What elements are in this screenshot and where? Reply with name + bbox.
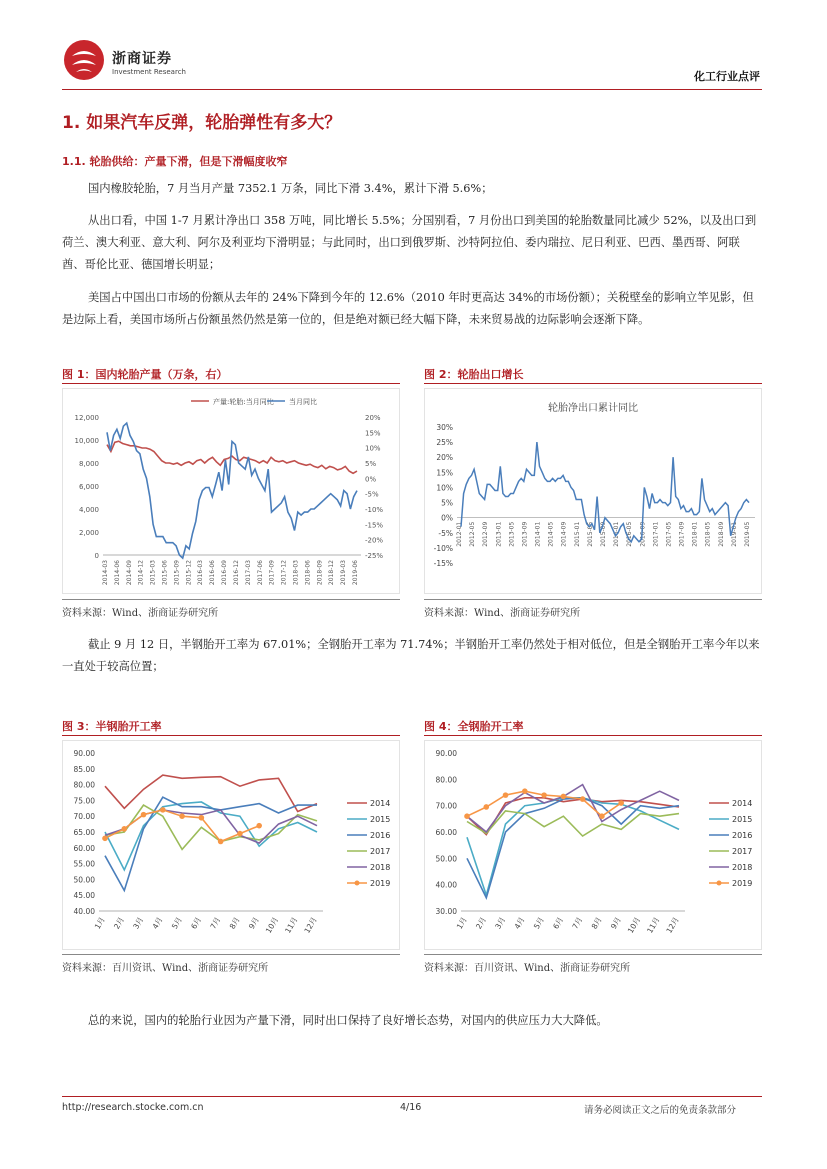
x-tick-label: 2016-01 (613, 521, 621, 547)
fig4-chart (424, 740, 762, 950)
x-tick-label: 7月 (208, 915, 223, 931)
y-tick-label: 90.00 (73, 749, 95, 758)
x-tick-label: 2018-05 (704, 521, 712, 547)
y-tick-label: 20% (436, 453, 453, 463)
x-tick-label: 6月 (551, 915, 566, 931)
x-tick-label: 2014-01 (534, 521, 542, 547)
x-tick-label: 1月 (92, 915, 107, 931)
series-point-2019 (483, 804, 489, 810)
y-right-tick-label: 20% (365, 414, 381, 422)
x-tick-label: 2015-09 (600, 521, 607, 547)
paragraph-us-share: 美国占中国出口市场的份额从去年的 24%下降到今年的 12.6%（2010 年时更高达 34%的市场份额）；关税壁垒的影响立竿见影，但是边际上看，美国市场所占份额虽然仍然是第一位的，但是绝对额已经大幅下降，未来贸易战的边际影响会逐渐下降。 (62, 291, 754, 326)
paragraph-exports: 从出口看，中国 1-7 月累计净出口 358 万吨，同比增长 5.5%；分国别看，7 月份出口到美国的轮胎数量同比减少 52%，以及出口到荷兰、澳大利亚、意大利、阿尔及利亚均下滑明显；与此同时，出口到俄罗斯、沙特阿拉伯、委内瑞拉、尼日利亚、巴西、墨西哥、阿联酋、哥伦比亚、德国增长明显； (62, 214, 757, 271)
legend-label: 2015 (370, 815, 391, 824)
legend-label: 2014 (732, 799, 753, 808)
y-tick-label: 45.00 (73, 891, 95, 901)
fig1-rule (62, 383, 400, 384)
legend-label: 2019 (370, 879, 391, 888)
series-point-2019 (199, 815, 205, 821)
y-tick-label: -10% (433, 543, 453, 553)
x-tick-label: 2014-12 (137, 560, 145, 586)
y-tick-label: 65.00 (73, 828, 95, 837)
report-type: 化工行业点评 (694, 70, 760, 83)
x-tick-label: 2019-05 (744, 521, 751, 547)
y-tick-label: 40.00 (73, 907, 95, 916)
footer-page-number: 4/16 (400, 1102, 422, 1113)
y-left-tick-label: 8,000 (78, 460, 99, 468)
fig2-chart (424, 388, 762, 594)
y-right-tick-label: -10% (365, 506, 384, 514)
x-tick-label: 2017-12 (280, 560, 288, 586)
x-tick-label: 11月 (645, 915, 662, 935)
x-tick-label: 2017-01 (652, 521, 660, 547)
y-tick-label: 80.00 (73, 780, 95, 790)
legend-label: 2015 (732, 815, 753, 824)
x-tick-label: 2017-09 (678, 521, 686, 547)
y-tick-label: 30.00 (435, 907, 457, 916)
series-point-2019 (160, 807, 166, 813)
legend-label: 2017 (732, 847, 753, 856)
x-tick-label: 5月 (531, 915, 546, 931)
x-tick-label: 2014-09 (125, 560, 133, 586)
legend-label: 2016 (732, 831, 753, 840)
fig3-title: 图 3：半钢胎开工率 (62, 720, 162, 733)
y-tick-label: 15% (436, 468, 453, 478)
x-tick-label: 2017-05 (665, 521, 673, 547)
paragraph-operating-rate: 截止 9 月 12 日，半钢胎开工率为 67.01%；全钢胎开工率为 71.74%；半钢胎开工率仍然处于相对低位，但是全钢胎开工率今年以来一直处于较高位置； (62, 638, 760, 673)
y-tick-label: -5% (438, 528, 453, 538)
x-tick-label: 2012-05 (469, 521, 477, 547)
series-line-2016 (105, 797, 317, 890)
x-tick-label: 2014-03 (102, 560, 109, 586)
x-tick-label: 2017-09 (268, 560, 276, 586)
y-right-tick-label: -20% (365, 536, 384, 545)
x-tick-label: 2018-03 (292, 560, 300, 586)
fig2-title: 图 2：轮胎出口增长 (424, 368, 524, 381)
logo-text-cn: 浙商证券 (112, 51, 172, 67)
series-line-2018 (467, 785, 679, 832)
series-point-2019 (218, 839, 224, 845)
y-tick-label: 60.00 (435, 828, 457, 837)
x-tick-label: 2016-03 (197, 560, 205, 586)
y-tick-label: 55.00 (73, 859, 95, 869)
footer-url[interactable]: http://research.stocke.com.cn (62, 1102, 204, 1113)
paragraph-production: 国内橡胶轮胎，7 月当月产量 7352.1 万条，同比下滑 3.4%，累计下滑 5.6%； (88, 182, 493, 195)
legend-label: 产量:轮胎:当月同比 (213, 398, 274, 406)
y-left-tick-label: 4,000 (78, 506, 99, 514)
legend-label: 2016 (370, 831, 391, 840)
series-point-2019 (580, 796, 586, 802)
footer-disclaimer: 请务必阅读正文之后的免责条款部分 (584, 1105, 737, 1116)
series-point-2019 (599, 813, 605, 819)
x-tick-label: 2016-05 (626, 521, 634, 547)
series-point-2019 (237, 831, 243, 837)
x-tick-label: 8月 (227, 915, 242, 931)
fig2-source: 资料来源：Wind、浙商证券研究所 (424, 608, 581, 619)
series-point-2019 (561, 794, 567, 800)
fig3-svg (63, 741, 399, 949)
y-tick-label: 60.00 (73, 843, 95, 853)
y-right-tick-label: 5% (365, 460, 377, 468)
x-tick-label: 2014-05 (547, 521, 555, 547)
section-title: 1. 如果汽车反弹，轮胎弹性有多大？ (62, 113, 342, 133)
fig4-title: 图 4：全钢胎开工率 (424, 720, 524, 733)
x-tick-label: 2月 (112, 915, 127, 931)
footer-rule (62, 1096, 762, 1097)
x-tick-label: 2019-06 (352, 560, 359, 586)
x-tick-label: 2018-06 (304, 560, 312, 586)
legend-label: 当月同比 (289, 398, 317, 406)
x-tick-label: 2月 (474, 915, 489, 931)
legend-marker (355, 881, 360, 886)
x-tick-label: 2015-06 (161, 560, 169, 586)
fig4-rule (424, 735, 762, 736)
fig3-chart (62, 740, 400, 950)
series-point-2019 (522, 788, 528, 794)
y-right-tick-label: -5% (365, 490, 379, 499)
x-tick-label: 4月 (512, 915, 527, 931)
series-line-2014 (105, 775, 317, 811)
x-tick-label: 3月 (131, 915, 146, 931)
x-tick-label: 2015-03 (149, 560, 157, 586)
y-left-tick-label: 10,000 (74, 437, 99, 445)
series-point-2019 (179, 813, 185, 819)
x-tick-label: 10月 (625, 915, 643, 935)
series-point-2019 (618, 800, 624, 806)
x-tick-label: 2014-06 (113, 560, 121, 586)
fig1-source: 资料来源：Wind、浙商证券研究所 (62, 608, 219, 619)
x-tick-label: 2019-03 (340, 560, 348, 586)
x-tick-label: 9月 (608, 915, 623, 931)
y-tick-label: 10% (436, 483, 453, 493)
fig2-bottom-rule (424, 599, 762, 600)
x-tick-label: 2015-01 (573, 521, 581, 547)
y-right-tick-label: 10% (365, 444, 381, 453)
x-tick-label: 2013-05 (508, 521, 516, 547)
x-tick-label: 2018-01 (691, 521, 699, 547)
series-point-2019 (121, 826, 127, 832)
y-tick-label: 85.00 (73, 764, 95, 774)
series-point-2019 (141, 812, 147, 818)
y-right-tick-label: 0% (365, 475, 377, 484)
x-tick-label: 2016-09 (639, 521, 647, 547)
y-tick-label: 50.00 (435, 854, 457, 864)
x-tick-label: 2019-01 (730, 521, 738, 547)
fig2-rule (424, 383, 762, 384)
fig1-svg (63, 389, 399, 593)
fig2-chart-title: 轮胎净出口累计同比 (548, 403, 638, 414)
series-point-2019 (102, 836, 108, 842)
series-point-2019 (541, 792, 547, 798)
x-tick-label: 3月 (493, 915, 508, 931)
x-tick-label: 2016-06 (209, 560, 217, 586)
y-tick-label: 90.00 (435, 749, 457, 758)
series-point-2019 (503, 792, 509, 798)
fig1-bottom-rule (62, 599, 400, 600)
x-tick-label: 11月 (283, 915, 300, 935)
x-tick-label: 1月 (454, 915, 469, 931)
y-tick-label: 70.00 (435, 801, 457, 811)
y-right-tick-label: -15% (365, 521, 384, 530)
fig4-source: 资料来源：百川资讯、Wind、浙商证券研究所 (424, 963, 631, 974)
y-tick-label: 0% (441, 513, 453, 523)
legend-label: 2018 (370, 863, 391, 872)
legend-label: 2018 (732, 863, 753, 872)
y-right-tick-label: -25% (365, 552, 384, 560)
series-point-2019 (464, 813, 470, 819)
y-tick-label: 70.00 (73, 812, 95, 822)
y-tick-label: 80.00 (435, 775, 457, 785)
logo-text-en: Investment Research (112, 68, 186, 76)
x-tick-label: 2013-01 (495, 521, 503, 547)
x-tick-label: 2014-09 (560, 521, 568, 547)
legend-label: 2017 (370, 847, 391, 856)
legend-marker (717, 881, 722, 886)
x-tick-label: 2012-01 (456, 521, 463, 547)
x-tick-label: 12月 (302, 915, 319, 935)
fig1-chart (62, 388, 400, 594)
series-point-2019 (256, 823, 262, 829)
x-tick-label: 8月 (589, 915, 604, 931)
fig2-svg (425, 389, 761, 593)
x-tick-label: 2012-09 (482, 521, 490, 547)
x-tick-label: 2015-12 (185, 560, 193, 586)
fig1-title: 图 1：国内轮胎产量（万条，右） (62, 368, 228, 381)
fig4-svg (425, 741, 761, 949)
y-tick-label: 40.00 (435, 880, 457, 890)
subsection-title: 1.1. 轮胎供给：产量下滑，但是下滑幅度收窄 (62, 155, 288, 168)
x-tick-label: 12月 (664, 915, 681, 935)
y-left-tick-label: 2,000 (78, 529, 99, 537)
fig3-bottom-rule (62, 954, 400, 955)
y-tick-label: 50.00 (73, 875, 95, 885)
x-tick-label: 2017-06 (256, 560, 264, 586)
fig4-bottom-rule (424, 954, 762, 955)
series-line-2015 (467, 798, 679, 895)
fig3-source: 资料来源：百川资讯、Wind、浙商证券研究所 (62, 963, 269, 974)
x-tick-label: 2018-12 (328, 560, 336, 586)
x-tick-label: 5月 (169, 915, 184, 931)
y-left-tick-label: 6,000 (78, 483, 99, 491)
legend-label: 2014 (370, 799, 391, 808)
page-header (62, 38, 762, 90)
y-tick-label: 5% (441, 498, 453, 508)
y-tick-label: 30% (436, 423, 453, 432)
paragraph-conclusion: 总的来说，国内的轮胎行业因为产量下滑，同时出口保持了良好增长态势，对国内的供应压力大大降低。 (88, 1014, 608, 1027)
x-tick-label: 7月 (570, 915, 585, 931)
y-right-tick-label: 15% (365, 429, 381, 438)
x-tick-label: 2015-05 (586, 521, 594, 547)
y-tick-label: 75.00 (73, 796, 95, 806)
x-tick-label: 4月 (150, 915, 165, 931)
fig3-rule (62, 735, 400, 736)
x-tick-label: 2016-09 (221, 560, 229, 586)
x-tick-label: 2016-12 (232, 560, 240, 586)
y-left-tick-label: 0 (94, 552, 99, 560)
y-left-tick-label: 12,000 (74, 414, 99, 422)
x-tick-label: 2013-09 (521, 521, 529, 547)
x-tick-label: 2018-09 (316, 560, 324, 586)
x-tick-label: 2017-03 (244, 560, 252, 586)
y-tick-label: 25% (436, 438, 453, 448)
y-tick-label: -15% (433, 559, 453, 568)
legend-label: 2019 (732, 879, 753, 888)
x-tick-label: 10月 (263, 915, 281, 935)
series-line-yoy (107, 423, 357, 558)
x-tick-label: 9月 (246, 915, 261, 931)
x-tick-label: 6月 (189, 915, 204, 931)
x-tick-label: 2015-09 (173, 560, 181, 586)
x-tick-label: 2018-09 (717, 521, 725, 547)
